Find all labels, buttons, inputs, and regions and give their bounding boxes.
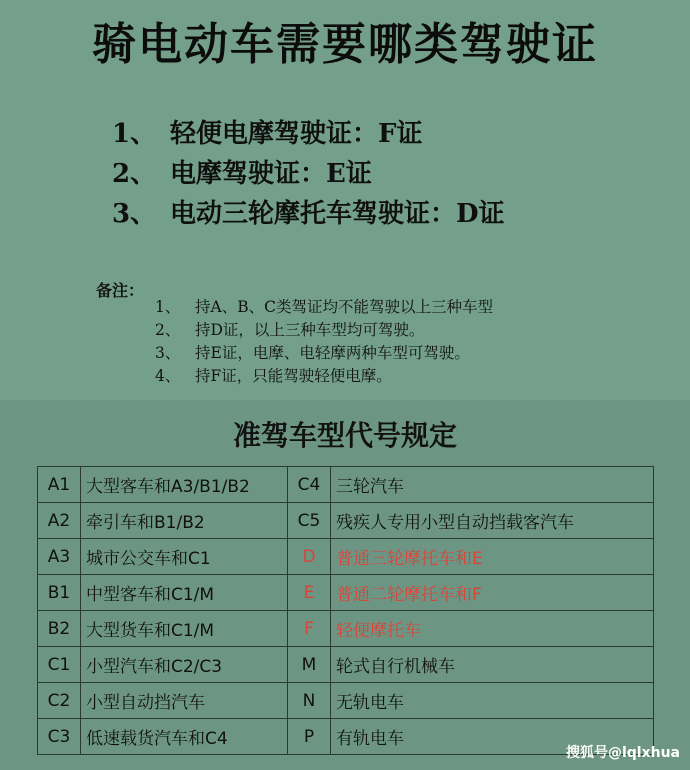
- table-row: [38, 719, 654, 755]
- note-number: 4、: [155, 367, 181, 385]
- license-code: M: [288, 647, 331, 683]
- license-code: E: [288, 575, 331, 611]
- license-description: 牵引车和B1/B2: [81, 503, 288, 539]
- license-code-table: [37, 466, 654, 755]
- license-code: C2: [38, 683, 81, 719]
- license-description: 残疾人专用小型自动挡载客汽车: [331, 503, 654, 539]
- license-code: C4: [288, 467, 331, 503]
- license-code: F: [288, 611, 331, 647]
- license-description: 低速载货汽车和C4: [81, 719, 288, 755]
- note-item: [155, 319, 493, 342]
- watermark: 搜狐号@lqlxhua: [565, 745, 680, 761]
- note-item: [155, 342, 493, 365]
- license-code: P: [288, 719, 331, 755]
- license-description: 小型自动挡汽车: [81, 683, 288, 719]
- table-row: [38, 467, 654, 503]
- license-type-item: [112, 114, 505, 154]
- license-type-list: [112, 114, 505, 234]
- license-code: C3: [38, 719, 81, 755]
- table-row: [38, 683, 654, 719]
- note-text: 持A、B、C类驾证均不能驾驶以上三种车型: [195, 298, 493, 316]
- table-row: [38, 503, 654, 539]
- license-description: 轻便摩托车: [331, 611, 654, 647]
- license-code: A2: [38, 503, 81, 539]
- license-code: A1: [38, 467, 81, 503]
- license-type-item: [112, 194, 505, 234]
- table-row: [38, 575, 654, 611]
- table-row: [38, 647, 654, 683]
- license-type-item: [112, 154, 505, 194]
- note-number: 2、: [155, 321, 181, 339]
- page-title: 骑电动车需要哪类驾驶证: [92, 19, 598, 70]
- table-row: [38, 539, 654, 575]
- table-row: [38, 611, 654, 647]
- license-type-text: 电摩驾驶证：E证: [170, 159, 372, 189]
- license-type-number: 1、: [112, 119, 157, 149]
- note-text: 持D证，以上三种车型均可驾驶。: [195, 321, 425, 339]
- license-code: B2: [38, 611, 81, 647]
- license-description: 有轨电车: [331, 719, 654, 755]
- license-code-table-body: [38, 467, 654, 755]
- note-number: 1、: [155, 298, 181, 316]
- license-description: 无轨电车: [331, 683, 654, 719]
- table-title: 准驾车型代号规定: [232, 419, 457, 452]
- license-type-number: 3、: [112, 199, 157, 229]
- notes-label: 备注：: [96, 281, 145, 300]
- license-code: N: [288, 683, 331, 719]
- notes-list: [155, 296, 493, 388]
- license-description: 大型客车和A3/B1/B2: [81, 467, 288, 503]
- license-description: 普通二轮摩托车和F: [331, 575, 654, 611]
- note-item: [155, 296, 493, 319]
- license-description: 三轮汽车: [331, 467, 654, 503]
- license-code: B1: [38, 575, 81, 611]
- license-description: 中型客车和C1/M: [81, 575, 288, 611]
- license-code: C1: [38, 647, 81, 683]
- note-text: 持E证，电摩、电轻摩两种车型可驾驶。: [195, 344, 470, 362]
- license-description: 城市公交车和C1: [81, 539, 288, 575]
- license-type-text: 电动三轮摩托车驾驶证：D证: [170, 199, 505, 229]
- license-description: 普通三轮摩托车和E: [331, 539, 654, 575]
- license-description: 小型汽车和C2/C3: [81, 647, 288, 683]
- license-type-number: 2、: [112, 159, 157, 189]
- license-description: 大型货车和C1/M: [81, 611, 288, 647]
- license-code: A3: [38, 539, 81, 575]
- license-code: D: [288, 539, 331, 575]
- note-item: [155, 365, 493, 388]
- note-number: 3、: [155, 344, 181, 362]
- note-text: 持F证，只能驾驶轻便电摩。: [195, 367, 392, 385]
- license-type-text: 轻便电摩驾驶证：F证: [170, 119, 423, 149]
- license-code: C5: [288, 503, 331, 539]
- license-description: 轮式自行机械车: [331, 647, 654, 683]
